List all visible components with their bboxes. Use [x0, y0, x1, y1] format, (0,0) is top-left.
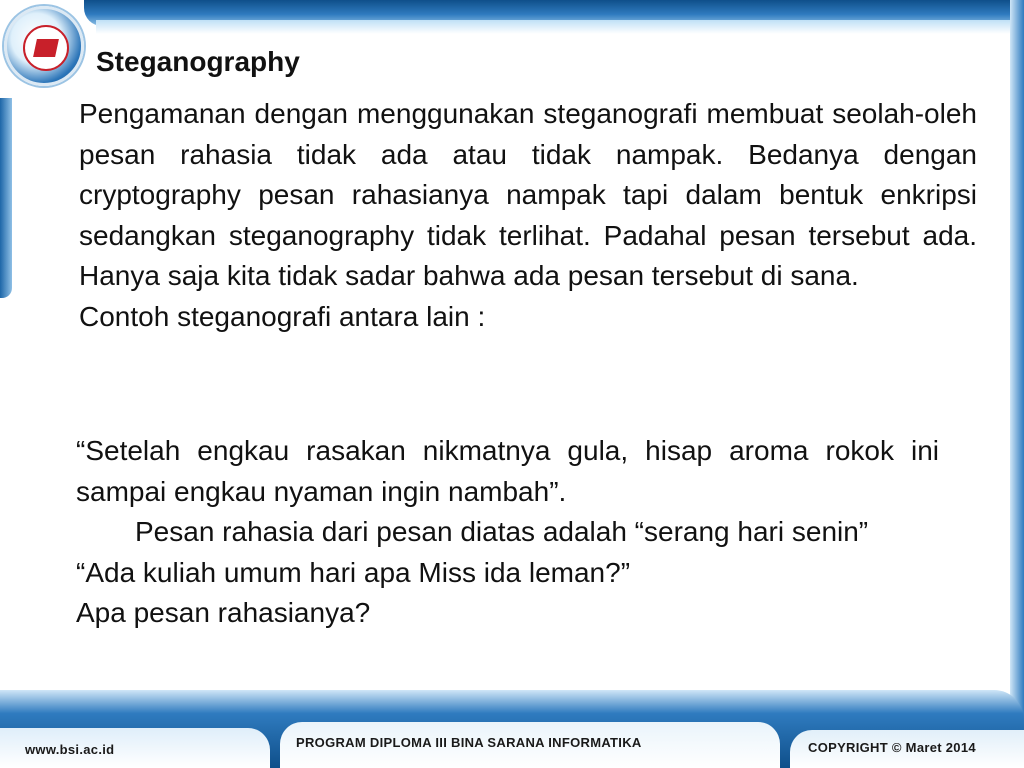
examples-intro: Contoh steganografi antara lain :	[79, 300, 486, 332]
footer-program: PROGRAM DIPLOMA III BINA SARANA INFORMATIKA	[296, 735, 642, 750]
bsi-logo-icon	[4, 6, 84, 86]
top-frame-highlight	[96, 20, 1024, 34]
body-paragraph: Pengamanan dengan menggunakan steganografi membuat seolah-oleh pesan rahasia tidak ada atau tidak nampak. Bedanya dengan cryptography pesan rahasianya nampak tapi dalam bentuk enkripsi sedangkan steganography tidak terlihat. Padahal pesan tersebut ada. Hanya saja kita tidak sadar bahwa ada pesan tersebut di sana.	[79, 98, 977, 291]
example2-question: Apa pesan rahasianya?	[76, 597, 371, 628]
footer-copyright: COPYRIGHT © Maret 2014	[808, 740, 976, 755]
examples-block	[76, 431, 939, 634]
slide-title: Steganography	[96, 46, 300, 77]
slide-body	[79, 94, 977, 337]
example1-secret: Pesan rahasia dari pesan diatas adalah “serang hari senin”	[135, 516, 869, 547]
bsi-logo-emblem	[23, 25, 69, 71]
left-frame-bar	[0, 98, 12, 298]
example1-quote: “Setelah engkau rasakan nikmatnya gula, hisap aroma rokok ini sampai engkau nyaman ingin nambah”.	[76, 435, 939, 507]
bsi-logo-mark	[33, 39, 59, 57]
right-frame-bar	[1010, 0, 1024, 768]
example2-quote: “Ada kuliah umum hari apa Miss ida leman?”	[76, 556, 631, 588]
footer-url: www.bsi.ac.id	[25, 742, 115, 757]
